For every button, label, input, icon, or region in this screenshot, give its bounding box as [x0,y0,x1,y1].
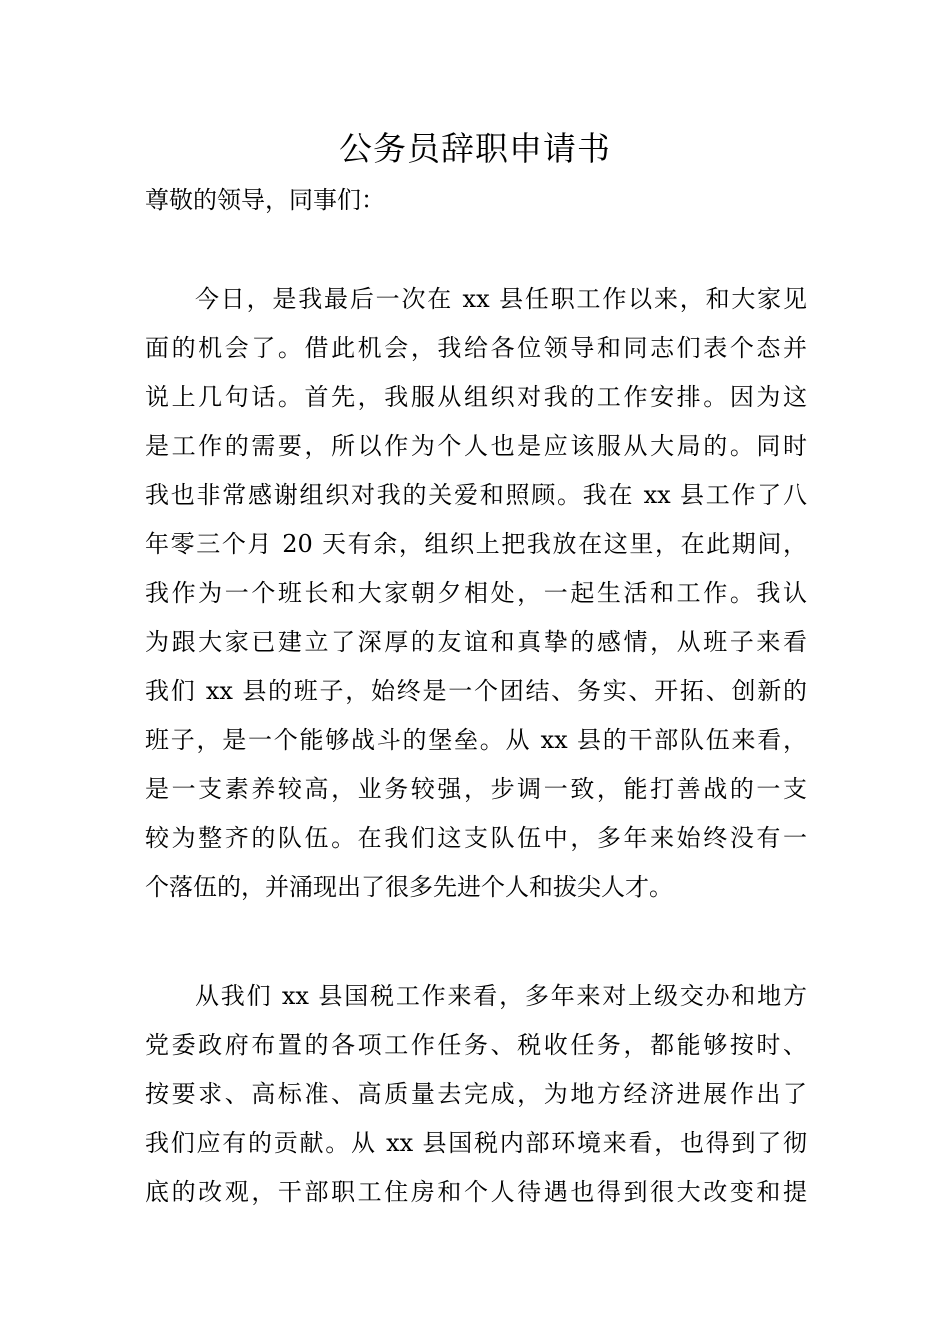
paragraph-line: 个落伍的，并涌现出了很多先进个人和拔尖人才。 [145,873,673,901]
paragraph-line: 我们应有的贡献。从 xx 县国税内部环境来看，也得到了彻 [145,1129,807,1157]
paragraph-line: 我也非常感谢组织对我的关爱和照顾。我在 xx 县工作了八 [145,481,807,509]
paragraph-line: 班子，是一个能够战斗的堡垒。从 xx 县的干部队伍来看， [145,726,807,754]
paragraph-line: 党委政府布置的各项工作任务、税收任务，都能够按时、 [145,1031,807,1059]
paragraph-line: 说上几句话。首先，我服从组织对我的工作安排。因为这 [145,383,807,411]
paragraph-line: 我作为一个班长和大家朝夕相处，一起生活和工作。我认 [145,579,807,607]
paragraph-line: 从我们 xx 县国税工作来看，多年来对上级交办和地方 [195,982,807,1010]
paragraph-line: 是工作的需要，所以作为个人也是应该服从大局的。同时 [145,432,807,460]
paragraph-line: 按要求、高标准、高质量去完成，为地方经济进展作出了 [145,1080,807,1108]
salutation: 尊敬的领导，同事们： [145,186,385,214]
paragraph-line: 较为整齐的队伍。在我们这支队伍中，多年来始终没有一 [145,824,807,852]
paragraph-line: 面的机会了。借此机会，我给各位领导和同志们表个态并 [145,334,807,362]
paragraph-line: 年零三个月 20 天有余，组织上把我放在这里，在此期间， [145,530,807,558]
paragraph-line: 今日，是我最后一次在 xx 县任职工作以来，和大家见 [195,285,807,313]
paragraph-line: 为跟大家已建立了深厚的友谊和真挚的感情，从班子来看 [145,628,807,656]
paragraph-line: 我们 xx 县的班子，始终是一个团结、务实、开拓、创新的 [145,677,807,705]
paragraph-line: 是一支素养较高，业务较强，步调一致，能打善战的一支 [145,775,807,803]
paragraph-line: 底的改观，干部职工住房和个人待遇也得到很大改变和提 [145,1178,807,1206]
page-title: 公务员辞职申请书 [339,129,611,168]
